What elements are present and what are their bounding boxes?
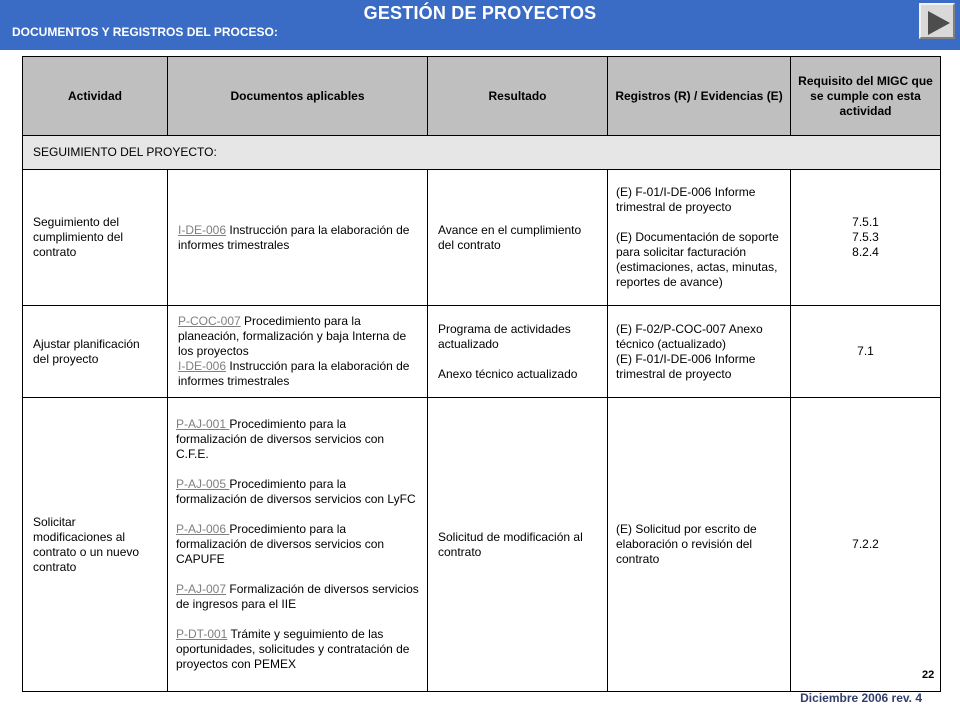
result-entry: Programa de actividades actualizado	[438, 321, 571, 351]
table-row	[23, 170, 941, 306]
records-cell	[608, 306, 791, 398]
docs-cell	[168, 170, 428, 306]
doc-link[interactable]: I-DE-006	[178, 222, 227, 237]
record-entry: (E) Solicitud por escrito de elaboración o revisión del contrato	[616, 522, 757, 566]
header-bar	[0, 0, 960, 50]
requirement-value: 7.2.2	[852, 537, 879, 551]
doc-link[interactable]: I-DE-006	[178, 359, 227, 373]
doc-entry	[178, 223, 417, 253]
column-header-registros: Registros (R) / Evidencias (E)	[608, 57, 791, 136]
doc-text: Instrucción para la elaboración de informes trimestrales	[178, 222, 410, 252]
doc-text: Instrucción para la elaboración de informes trimestrales	[178, 359, 410, 388]
activity-cell: Seguimiento del cumplimiento del contrato	[23, 170, 168, 306]
process-table	[22, 56, 941, 692]
requirements-cell	[791, 398, 941, 692]
page-number: 22	[922, 669, 935, 681]
table-header-row	[23, 57, 941, 136]
activity-cell: Solicitar modificaciones al contrato o un nuevo contrato	[23, 398, 168, 692]
result-entry: Anexo técnico actualizado	[438, 366, 578, 381]
doc-text: Procedimiento para la formalización de diversos servicios con CAPUFE	[176, 522, 385, 566]
doc-text: Trámite y seguimiento de las oportunidades, solicitudes y contratación de proyectos con PEMEX	[176, 627, 410, 671]
doc-link[interactable]: P-AJ-005	[176, 477, 230, 491]
section-row	[23, 136, 941, 170]
doc-text: Procedimiento para la formalización de diversos servicios con LyFC	[176, 477, 416, 506]
doc-entry	[176, 477, 419, 507]
page-title: GESTIÓN DE PROYECTOS	[363, 3, 597, 23]
doc-text: Procedimiento para la formalización de diversos servicios con C.F.E.	[176, 417, 385, 461]
doc-link[interactable]: P-DT-001	[176, 627, 228, 641]
record-entry: (E) F-01/I-DE-006 Informe trimestral de proyecto	[616, 185, 756, 214]
play-next-icon	[928, 11, 950, 35]
record-entry: (E) F-02/P-COC-007 Anexo técnico (actualizado)	[616, 321, 763, 351]
result-cell	[428, 306, 608, 398]
record-entry: (E) F-01/I-DE-006 Informe trimestral de proyecto	[616, 351, 756, 381]
doc-entry	[178, 359, 417, 389]
column-header-documentos: Documentos aplicables	[168, 57, 428, 136]
doc-link[interactable]: P-AJ-007	[176, 582, 227, 596]
section-title: SEGUIMIENTO DEL PROYECTO:	[23, 136, 941, 170]
doc-text: Procedimiento para la planeación, formalización y baja Interna de los proyectos	[178, 314, 407, 358]
result-cell: Avance en el cumplimiento del contrato	[428, 170, 608, 306]
footer-date: Diciembre 2006 rev. 4	[800, 691, 922, 705]
doc-entry	[176, 582, 419, 612]
requirements-cell	[791, 306, 941, 398]
doc-link[interactable]: P-AJ-006	[176, 522, 230, 536]
record-entry: (E) Documentación de soporte para solicitar facturación (estimaciones, actas, minutas, reportes de avance)	[616, 230, 779, 289]
table-row	[23, 398, 941, 692]
doc-entry	[178, 314, 417, 359]
doc-entry	[176, 522, 419, 567]
doc-entry	[176, 627, 419, 672]
doc-link[interactable]: P-COC-007	[178, 314, 241, 328]
requirement-value: 7.1	[857, 344, 874, 358]
requirement-value: 7.5.3	[852, 230, 879, 244]
doc-entry	[176, 417, 419, 462]
doc-text: Formalización de diversos servicios de ingresos para el IIE	[176, 582, 419, 611]
doc-link[interactable]: P-AJ-001	[176, 417, 230, 431]
table-row	[23, 306, 941, 398]
requirements-cell	[791, 170, 941, 306]
column-header-resultado: Resultado	[428, 57, 608, 136]
next-slide-button[interactable]	[919, 3, 955, 39]
requirement-value: 8.2.4	[852, 245, 879, 259]
page-subtitle: DOCUMENTOS Y REGISTROS DEL PROCESO:	[12, 25, 278, 39]
requirement-value: 7.5.1	[852, 215, 879, 229]
docs-cell	[168, 306, 428, 398]
result-cell: Solicitud de modificación al contrato	[428, 398, 608, 692]
activity-cell: Ajustar planificación del proyecto	[23, 306, 168, 398]
docs-cell	[168, 398, 428, 692]
column-header-actividad: Actividad	[23, 57, 168, 136]
records-cell	[608, 170, 791, 306]
records-cell	[608, 398, 791, 692]
column-header-requisito: Requisito del MIGC que se cumple con esta actividad	[791, 57, 941, 136]
